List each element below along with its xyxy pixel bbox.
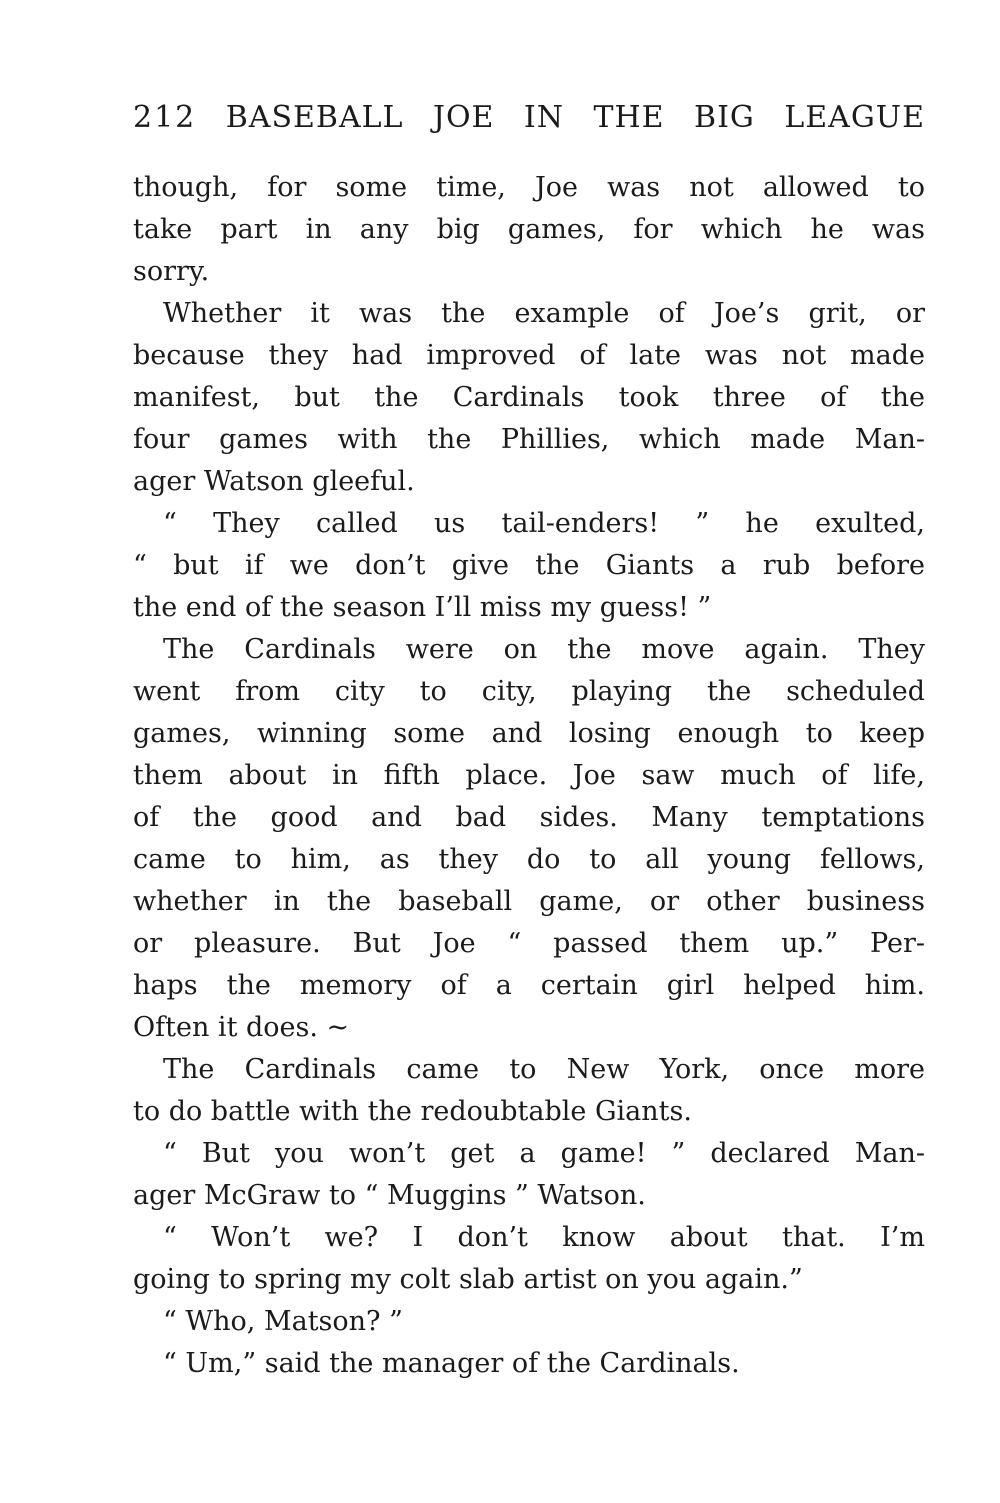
text-line: ager Watson gleeful.	[133, 466, 415, 497]
text-line: them about in fifth place. Joe saw much of life,	[133, 760, 925, 791]
text-line: games, winning some and losing enough to keep	[133, 718, 925, 749]
body-text	[133, 167, 925, 1385]
text-line: of the good and bad sides. Many temptations	[133, 802, 925, 833]
text-line: haps the memory of a certain girl helped him.	[133, 970, 925, 1001]
running-header	[133, 101, 925, 135]
text-line: to do battle with the redoubtable Giants.	[133, 1096, 692, 1127]
text-line: four games with the Phillies, which made Man-	[133, 424, 925, 455]
text-line: going to spring my colt slab artist on you again.”	[133, 1264, 803, 1295]
text-line: The Cardinals came to New York, once more	[163, 1054, 925, 1085]
text-line: or pleasure. But Joe “ passed them up.” Per-	[133, 928, 925, 959]
page-number: 212	[133, 101, 197, 135]
text-line: the end of the season I’ll miss my guess! ”	[133, 592, 712, 623]
text-line: take part in any big games, for which he was	[133, 214, 925, 245]
text-line: ager McGraw to “ Muggins ” Watson.	[133, 1180, 646, 1211]
text-line: “ but if we don’t give the Giants a rub before	[133, 550, 925, 581]
text-line: because they had improved of late was not made	[133, 340, 925, 371]
text-line: “ Um,” said the manager of the Cardinals.	[163, 1348, 740, 1379]
text-line: “ Won’t we? I don’t know about that. I’m	[163, 1222, 925, 1253]
text-line: The Cardinals were on the move again. They	[163, 634, 925, 665]
text-line: whether in the baseball game, or other business	[133, 886, 925, 917]
text-line: Whether it was the example of Joe’s grit, or	[163, 298, 925, 329]
text-line: manifest, but the Cardinals took three of the	[133, 382, 925, 413]
text-line: Often it does. ~	[133, 1012, 350, 1043]
running-title: BASEBALL JOE IN THE BIG LEAGUE	[225, 101, 925, 135]
text-line: “ They called us tail-enders! ” he exulted,	[163, 508, 925, 539]
text-line: came to him, as they do to all young fellows,	[133, 844, 925, 875]
text-line: “ Who, Matson? ”	[163, 1306, 403, 1337]
text-line: “ But you won’t get a game! ” declared Man-	[163, 1138, 925, 1169]
text-line: sorry.	[133, 256, 210, 287]
text-block	[133, 101, 925, 1385]
text-line: went from city to city, playing the scheduled	[133, 676, 925, 707]
text-line: though, for some time, Joe was not allowed to	[133, 172, 925, 203]
